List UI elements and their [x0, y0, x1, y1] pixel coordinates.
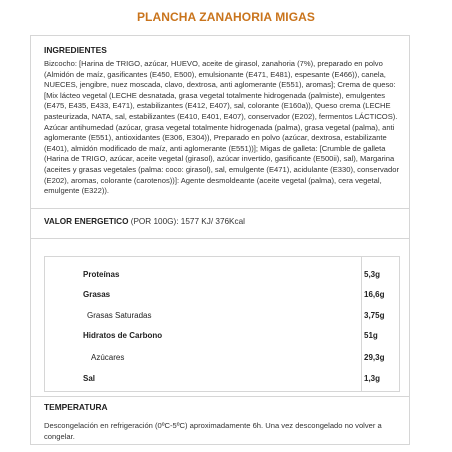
nutrition-value: 3,75g — [364, 311, 385, 320]
nutrition-label: Grasas Saturadas — [87, 311, 152, 320]
product-title: PLANCHA ZANAHORIA MIGAS — [136, 10, 316, 24]
nutrition-row — [45, 327, 399, 345]
divider-temperature-top — [30, 396, 410, 397]
nutrition-label: Grasas — [83, 290, 111, 299]
nutrition-value: 5,3g — [364, 270, 381, 279]
energy-label: VALOR ENERGETICO — [44, 217, 129, 226]
nutrition-row — [45, 307, 399, 325]
energy-detail: (POR 100G): 1577 KJ/ 376Kcal — [128, 217, 245, 226]
nutrition-row — [45, 266, 399, 284]
nutrition-value: 1,3g — [364, 374, 381, 383]
nutrition-label: Azúcares — [91, 353, 125, 362]
nutrition-label: Sal — [83, 374, 96, 383]
ingredients-heading: INGREDIENTES — [44, 45, 107, 55]
ingredients-text: Bizcocho: [Harina de TRIGO, azúcar, HUEVO, aceite de girasol, zanahoria (7%), preparado en polvo (Almidón de maíz, gasificantes (E450, E500), emulsionante (E471, E481), espesante (E466)), canela, NUECES, jengibre, nuez moscada, clavo, dextrosa, anti aglomerante (E551), aromas]; Crema de queso: [Mix lácteo vegetal (LECHE desnatada, grasa vegetal totalmente hidrogenada (palmiste), emulgentes (E475, E435, E433, E471), estabilizantes (E412, E407), sal, colorante (E160a)), Queso crema (LECHE pasteurizada, NATA, sal, estabilizantes (E410, E401, E407), conservador (E202), fermentos LÁCTICOS). Azúcar antihumedad (azúcar, grasa vegetal totalmente hidrogenada (palma), grasa vegetal (palma), anti aglomerante (E551), antioxidantes (E306, E304)), Preparado en polvo (azúcar, dextrosa, estabilizante (E401), almidón modificado de maíz, anti aglomerante (E551))]; Migas de galleta: [Crumble de galleta (Harina de TRIGO, azúcar, aceite vegetal (girasol), azúcar invertido, gasificante (E500ii), sal), Margarina (aceites y grasas vegetales (palma: coco: girasol), sal, emulgente (E471), acidulante (E330), conservador (E202), aromas, colorante (carotenos))]: Agente desmoldeante (aceite vegetal (palma), cera vegetal, emulgente (E322)). — [44, 59, 399, 196]
nutrition-row — [45, 286, 399, 304]
divider-energy-top — [30, 208, 410, 209]
temperature-heading: TEMPERATURA — [44, 402, 108, 412]
nutrition-value: 16,6g — [364, 290, 385, 299]
nutrition-row — [45, 349, 399, 367]
temperature-text: Descongelación en refrigeración (0ºC-5ºC) aproximadamente 6h. Una vez descongelado no volver a congelar. — [44, 421, 382, 441]
nutrition-table — [44, 256, 400, 392]
nutrition-value: 29,3g — [364, 353, 385, 362]
energy-value — [44, 217, 245, 226]
nutrition-label: Hidratos de Carbono — [83, 331, 163, 340]
nutrition-value: 51g — [364, 331, 378, 340]
nutrition-label: Proteínas — [83, 270, 120, 279]
divider-energy-bottom — [30, 238, 410, 239]
nutrition-row — [45, 370, 399, 388]
